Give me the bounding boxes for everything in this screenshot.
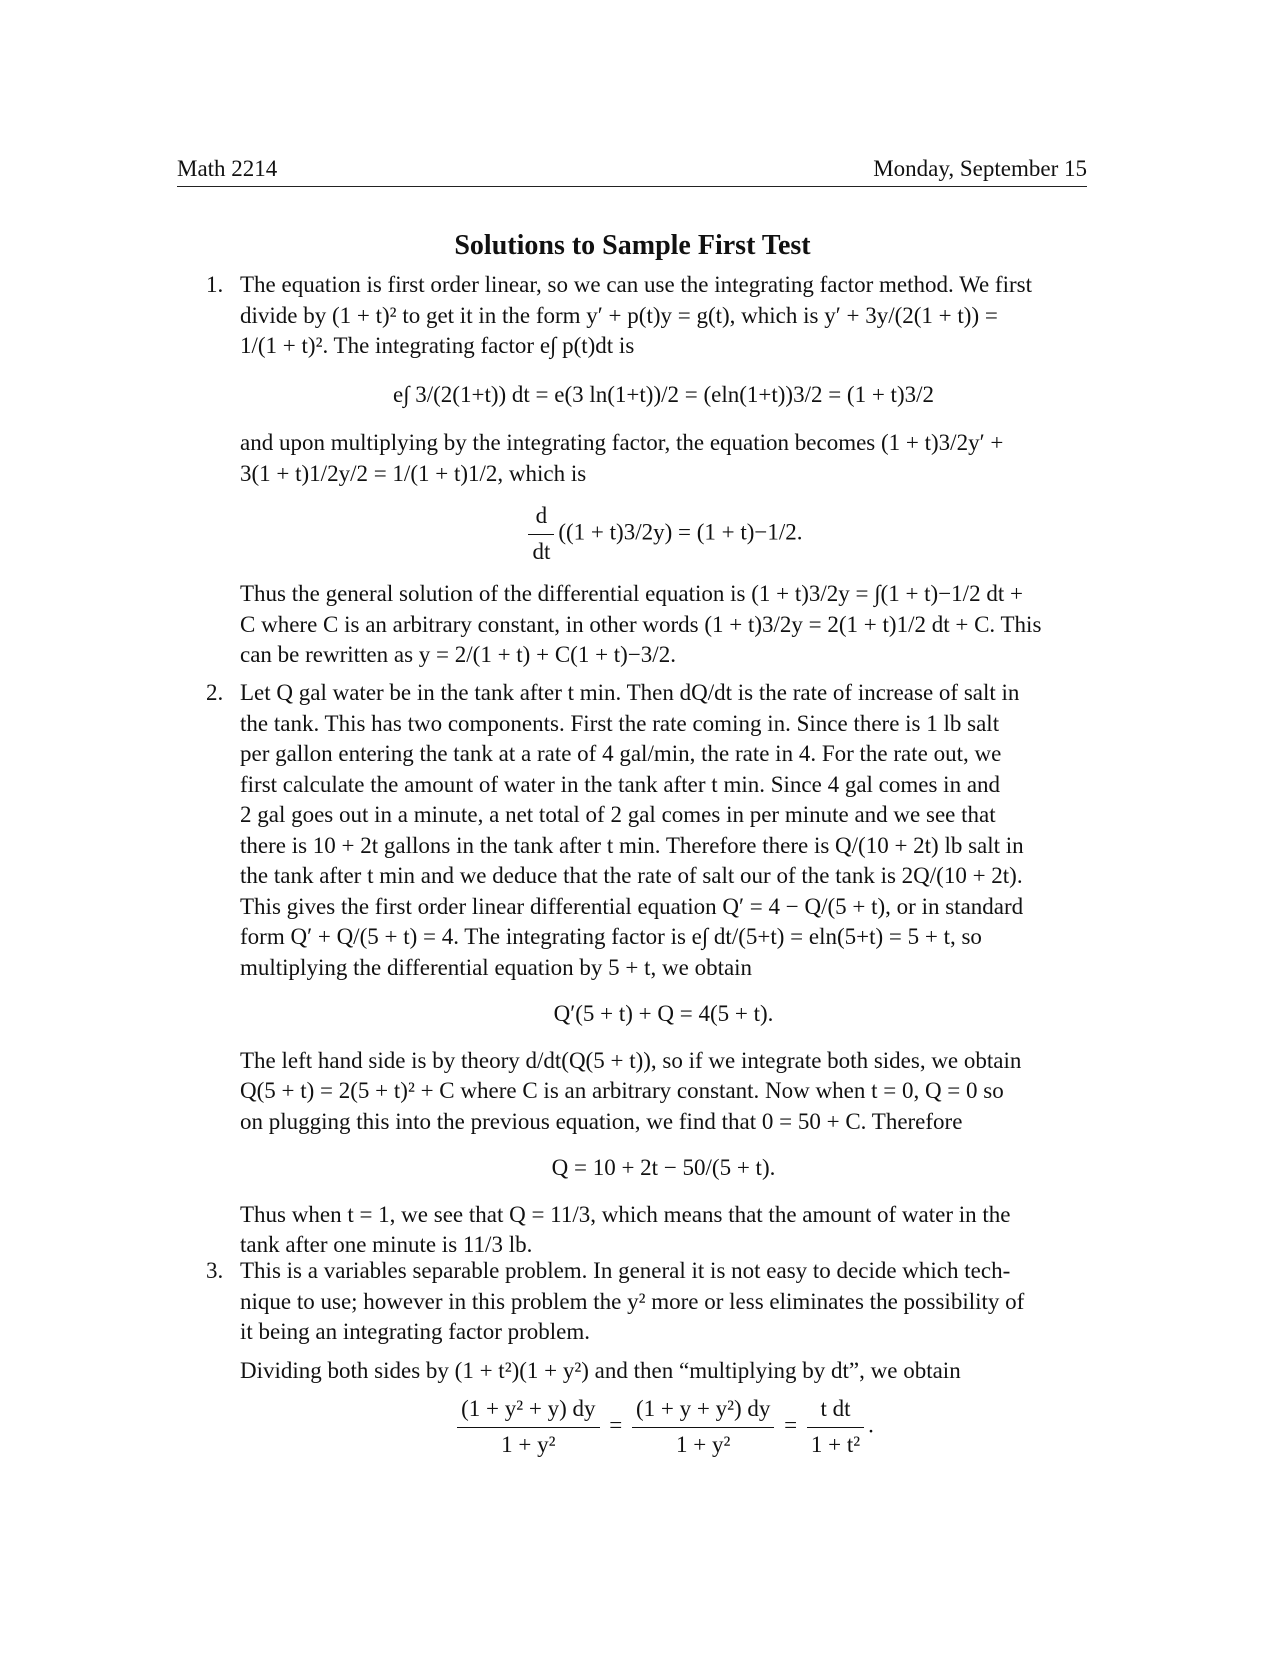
text-line: The equation is first order linear, so we can use the integrating factor method. We first: [240, 272, 1032, 297]
page-title: Solutions to Sample First Test: [454, 230, 811, 261]
text-line: Thus the general solution of the differential equation is (1 + t)3/2y = ∫(1 + t)−1/2 dt +: [240, 581, 1023, 606]
text-line: 2 gal goes out in a minute, a net total of 2 gal comes in per minute and we see that: [240, 802, 996, 827]
course-label: Math 2214: [177, 156, 278, 181]
text-line: This is a variables separable problem. In general it is not easy to decide which tech-: [240, 1258, 1011, 1283]
text-line: divide by (1 + t)² to get it in the form y′ + p(t)y = g(t), which is y′ + 3y/(2(1 + t)) =: [240, 302, 998, 328]
text-line: multiplying the differential equation by 5 + t, we obtain: [240, 954, 753, 980]
fraction-numerator: t dt: [820, 1396, 851, 1421]
solution-2: [206, 678, 1087, 1261]
fraction-denominator: 1 + t²: [807, 1427, 864, 1461]
equals-sign: =: [784, 1412, 798, 1438]
text-line: it being an integrating factor problem.: [240, 1319, 590, 1344]
solution-number: 3.: [206, 1258, 224, 1283]
text-line: first calculate the amount of water in the tank after t min. Since 4 gal comes in and: [240, 771, 1001, 797]
text-line: 1/(1 + t)². The integrating factor e∫ p(t)dt is: [240, 333, 635, 358]
text-line: Let Q gal water be in the tank after t min. Then dQ/dt is the rate of increase of salt in: [240, 680, 1020, 705]
text-line: there is 10 + 2t gallons in the tank after t min. Therefore there is Q/(10 + 2t) lb salt in: [240, 832, 1024, 858]
equation-text: ((1 + t)3/2y) = (1 + t)−1/2.: [558, 519, 803, 545]
display-equation: Q = 10 + 2t − 50/(5 + t).: [551, 1155, 776, 1180]
text-line: per gallon entering the tank at a rate of 4 gal/min, the rate in 4. For the rate out, we: [240, 741, 1002, 766]
display-equation: Q′(5 + t) + Q = 4(5 + t).: [553, 1001, 774, 1026]
text-line: form Q′ + Q/(5 + t) = 4. The integrating factor is e∫ dt/(5+t) = eln(5+t) = 5 + t, so: [240, 924, 982, 949]
fraction-3: [807, 1394, 864, 1460]
text-line: nique to use; however in this problem the y² more or less eliminates the possibility of: [240, 1288, 1025, 1314]
display-equation: [240, 501, 1087, 567]
text-line: the tank after t min and we deduce that the rate of salt our of the tank is 2Q/(10 + 2t).: [240, 863, 1023, 888]
date-label: Monday, September 15: [873, 156, 1087, 181]
text-line: 3(1 + t)1/2y/2 = 1/(1 + t)1/2, which is: [240, 460, 587, 486]
solution-3: [206, 1256, 1087, 1460]
solution-number: 2.: [206, 680, 224, 705]
text-line: the tank. This has two components. First the rate coming in. Since there is 1 lb salt: [240, 710, 1000, 736]
text-line: Q(5 + t) = 2(5 + t)² + C where C is an arbitrary constant. Now when t = 0, Q = 0 so: [240, 1078, 1004, 1103]
text-line: on plugging this into the previous equation, we find that 0 = 50 + C. Therefore: [240, 1108, 963, 1134]
fraction-1: [457, 1394, 599, 1460]
text-line: The left hand side is by theory d/dt(Q(5 + t)), so if we integrate both sides, we obtain: [240, 1047, 1022, 1073]
text-line: C where C is an arbitrary constant, in other words (1 + t)3/2y = 2(1 + t)1/2 dt + C. This: [240, 611, 1042, 637]
fraction-2: [632, 1394, 774, 1460]
display-equation: [240, 1394, 1087, 1460]
fraction-denominator: 1 + y²: [632, 1427, 774, 1461]
text-line: Thus when t = 1, we see that Q = 11/3, which means that the amount of water in the: [240, 1201, 1011, 1227]
display-equation: e∫ 3/(2(1+t)) dt = e(3 ln(1+t))/2 = (eln(1+t))3/2 = (1 + t)3/2: [393, 381, 934, 407]
solution-1: [206, 270, 1087, 671]
text-line: can be rewritten as y = 2/(1 + t) + C(1 + t)−3/2.: [240, 642, 676, 667]
text-line: and upon multiplying by the integrating factor, the equation becomes (1 + t)3/2y′ +: [240, 430, 1004, 455]
text-line: Dividing both sides by (1 + t²)(1 + y²) and then “multiplying by dt”, we obtain: [240, 1357, 961, 1383]
fraction-denominator: 1 + y²: [457, 1427, 599, 1461]
fraction-numerator: d: [535, 503, 548, 528]
period: .: [868, 1412, 874, 1438]
fraction-denominator: dt: [528, 534, 554, 568]
page-header: [177, 152, 1087, 187]
text-line: tank after one minute is 11/3 lb.: [240, 1232, 533, 1257]
fraction-numerator: (1 + y² + y) dy: [461, 1396, 596, 1421]
solution-number: 1.: [206, 272, 224, 297]
equals-sign: =: [609, 1412, 623, 1438]
text-line: This gives the first order linear differential equation Q′ = 4 − Q/(5 + t), or in standard: [240, 893, 1024, 919]
derivative-fraction: [528, 501, 554, 567]
fraction-numerator: (1 + y + y²) dy: [635, 1396, 771, 1421]
